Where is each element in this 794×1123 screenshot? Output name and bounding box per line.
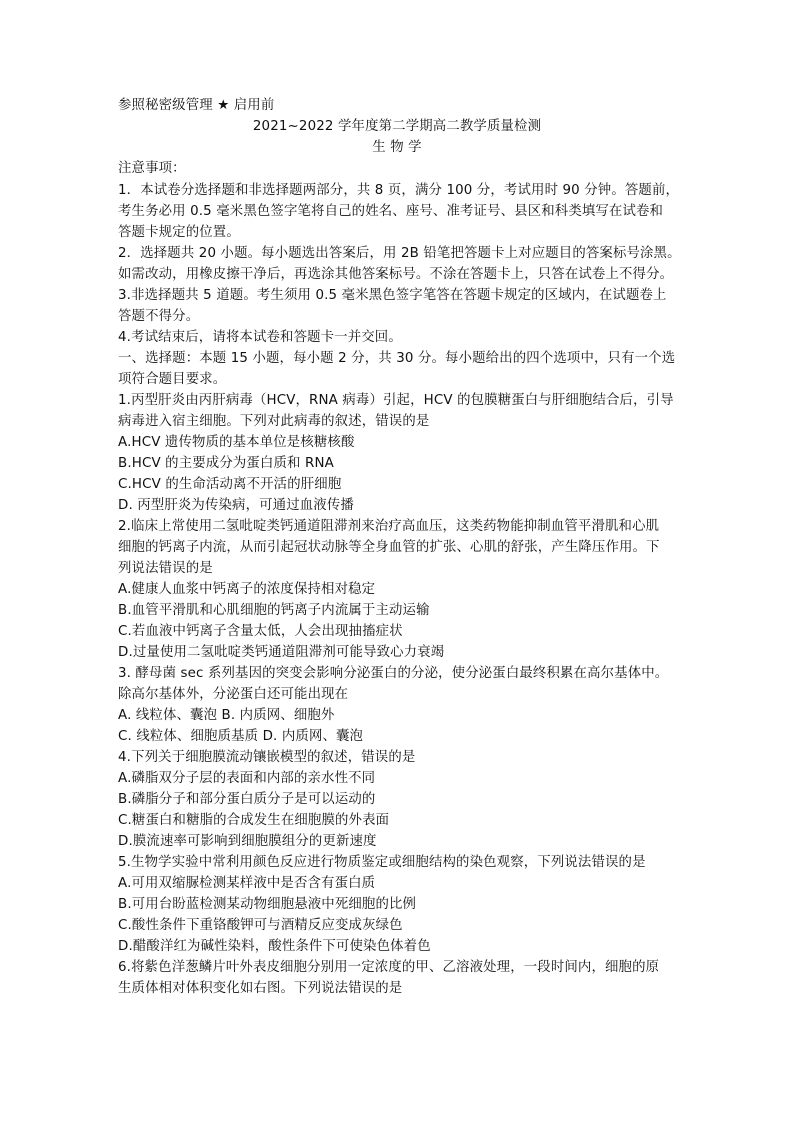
option-d: D.醋酸洋红为碱性染料，酸性条件下可使染色体着色 (118, 939, 431, 954)
note-line: 1．本试卷分选择题和非选择题两部分，共 8 页，满分 100 分，考试用时 90 分钟。答题前， (118, 183, 680, 198)
option-d: D.膜流速率可影响到细胞膜组分的更新速度 (118, 834, 377, 849)
secrecy-label: 参照秘密级管理 ★ 启用前 (118, 98, 275, 113)
option-b: B.可用台盼蓝检测某动物细胞悬液中死细胞的比例 (118, 897, 417, 912)
option-ab: A. 线粒体、囊泡 B. 内质网、细胞外 (118, 708, 335, 723)
note-line: 考生务必用 0.5 毫米黑色签字笔将自己的姓名、座号、准考证号、县区和科类填写在试卷和 (118, 204, 664, 219)
option-cd: C. 线粒体、细胞质基质 D. 内质网、囊泡 (118, 729, 364, 744)
question-stem: 细胞的钙离子内流，从而引起冠状动脉等全身血管的扩张、心肌的舒张，产生降压作用。下 (118, 540, 660, 555)
question-stem: 3. 酵母菌 sec 系列基因的突变会影响分泌蛋白的分泌，使分泌蛋白最终积累在高尔基体中。 (118, 666, 669, 681)
notes-heading: 注意事项： (118, 161, 186, 176)
exam-title: 2021~2022 学年度第二学期高二教学质量检测 (252, 119, 542, 134)
option-a: A.健康人血浆中钙离子的浓度保持相对稳定 (118, 582, 376, 597)
section-line: 项符合题目要求。 (118, 372, 227, 387)
option-a: A.可用双缩脲检测某样液中是否含有蛋白质 (118, 876, 376, 891)
option-c: C.糖蛋白和糖脂的合成发生在细胞膜的外表面 (118, 813, 390, 828)
note-line: 3.非选择题共 5 道题。考生须用 0.5 毫米黑色签字笔答在答题卡规定的区域内，在试题卷上 (118, 288, 667, 303)
question-stem: 5.生物学实验中常利用颜色反应进行物质鉴定或细胞结构的染色观察，下列说法错误的是 (118, 855, 646, 870)
option-c: C.若血液中钙离子含量太低，人会出现抽搐症状 (118, 624, 403, 639)
option-b: B.磷脂分子和部分蛋白质分子是可以运动的 (118, 792, 376, 807)
question-stem: 1.丙型肝炎由丙肝病毒（HCV，RNA 病毒）引起，HCV 的包膜糖蛋白与肝细胞结合后，引导 (118, 393, 674, 408)
subject-title: 生 物 学 (372, 140, 422, 155)
note-line: 如需改动，用橡皮擦干净后，再选涂其他答案标号。不涂在答题卡上，只答在试卷上不得分。 (118, 267, 674, 282)
note-line: 答题不得分。 (118, 309, 200, 324)
option-c: C.酸性条件下重铬酸钾可与酒精反应变成灰绿色 (118, 918, 403, 933)
note-line: 4.考试结束后，请将本试卷和答题卡一并交回。 (118, 330, 402, 345)
note-line: 答题卡规定的位置。 (118, 225, 240, 240)
question-stem: 生质体相对体积变化如右图。下列说法错误的是 (118, 981, 403, 996)
question-stem: 4.下列关于细胞膜流动镶嵌模型的叙述，错误的是 (118, 750, 416, 765)
option-a: A.HCV 遗传物质的基本单位是核糖核酸 (118, 435, 355, 450)
option-c: C.HCV 的生命活动离不开活的肝细胞 (118, 477, 342, 492)
option-a: A.磷脂双分子层的表面和内部的亲水性不同 (118, 771, 376, 786)
note-line: 2．选择题共 20 小题。每小题选出答案后，用 2B 铅笔把答题卡上对应题目的答案标号涂黑。 (118, 246, 681, 261)
option-d: D. 丙型肝炎为传染病，可通过血液传播 (118, 498, 354, 513)
question-stem: 6.将紫色洋葱鳞片叶外表皮细胞分别用一定浓度的甲、乙溶液处理，一段时间内，细胞的原 (118, 960, 660, 975)
question-stem: 2.临床上常使用二氢吡啶类钙通道阻滞剂来治疗高血压，这类药物能抑制血管平滑肌和心肌 (118, 519, 660, 534)
question-stem: 除高尔基体外，分泌蛋白还可能出现在 (118, 687, 349, 702)
question-stem: 列说法错误的是 (118, 561, 213, 576)
section-line: 一、选择题：本题 15 小题，每小题 2 分，共 30 分。每小题给出的四个选项中，只有一个选 (118, 351, 676, 366)
question-stem: 病毒进入宿主细胞。下列对此病毒的叙述，错误的是 (118, 414, 430, 429)
option-b: B.血管平滑肌和心肌细胞的钙离子内流属于主动运输 (118, 603, 430, 618)
option-b: B.HCV 的主要成分为蛋白质和 RNA (118, 456, 334, 471)
option-d: D.过量使用二氢吡啶类钙通道阻滞剂可能导致心力衰竭 (118, 645, 445, 660)
